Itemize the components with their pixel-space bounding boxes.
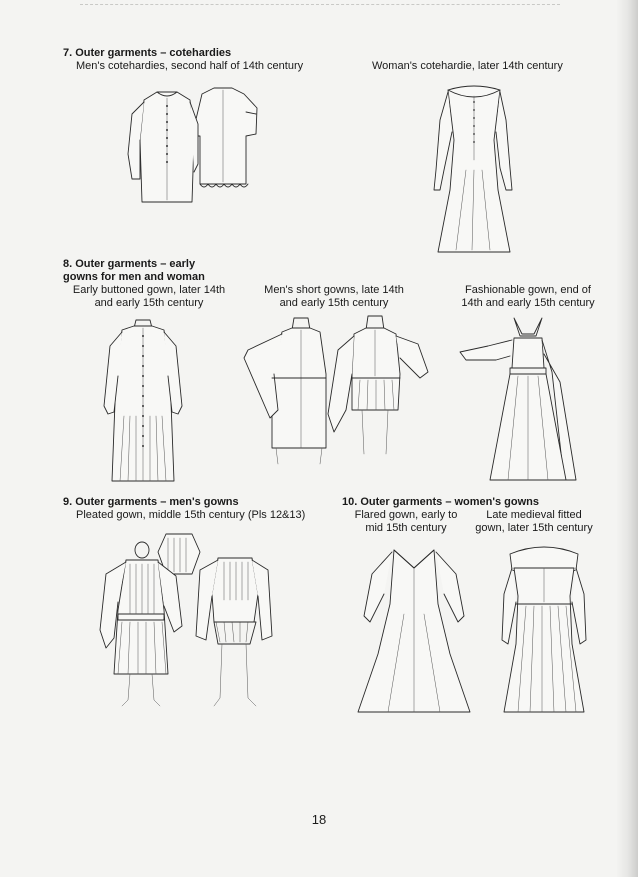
late-medieval-fitted-gown-illustration — [496, 544, 592, 718]
caption-early-buttoned-gown-line-2: and early 15th century — [94, 297, 204, 309]
flared-gown-illustration — [354, 544, 474, 716]
fashionable-gown-illustration — [456, 312, 600, 484]
caption-womans-cotehardie: Woman's cotehardie, later 14th century — [372, 60, 563, 72]
section-8-heading-line-2: gowns for men and woman — [63, 271, 205, 283]
caption-fashionable-gown-line-2: 14th and early 15th century — [461, 297, 595, 309]
top-edge-line — [80, 4, 560, 5]
caption-late-medieval-gown-line-2: gown, later 15th century — [475, 522, 593, 534]
caption-fashionable-gown-line-1: Fashionable gown, end of — [465, 284, 591, 296]
caption-flared-gown-line-1: Flared gown, early to — [354, 509, 458, 521]
section-10-heading: 10. Outer garments – women's gowns — [342, 496, 540, 508]
caption-mens-short-gowns-line-2: and early 15th century — [279, 297, 389, 309]
caption-mens-short-gowns-line-1: Men's short gowns, late 14th — [264, 284, 404, 296]
pleated-gown-illustration — [96, 530, 282, 714]
section-7-heading: 7. Outer garments – cotehardies — [63, 47, 232, 59]
caption-early-buttoned-gown-line-1: Early buttoned gown, later 14th — [72, 284, 226, 296]
mens-short-gowns-illustration — [242, 314, 432, 470]
caption-flared-gown-line-2: mid 15th century — [365, 522, 447, 534]
early-buttoned-gown-illustration — [98, 316, 188, 486]
page-number: 18 — [311, 812, 327, 827]
mens-cotehardies-illustration — [122, 84, 272, 214]
caption-pleated-gown: Pleated gown, middle 15th century (Pls 12&13) — [76, 509, 306, 521]
womans-cotehardie-illustration — [426, 80, 522, 256]
caption-mens-cotehardies: Men's cotehardies, second half of 14th century — [76, 60, 304, 72]
caption-late-medieval-gown-line-1: Late medieval fitted — [486, 509, 582, 521]
page-edge-shadow — [616, 0, 638, 877]
section-8-heading-line-1: 8. Outer garments – early — [63, 258, 196, 270]
section-9-heading: 9. Outer garments – men's gowns — [63, 496, 239, 508]
